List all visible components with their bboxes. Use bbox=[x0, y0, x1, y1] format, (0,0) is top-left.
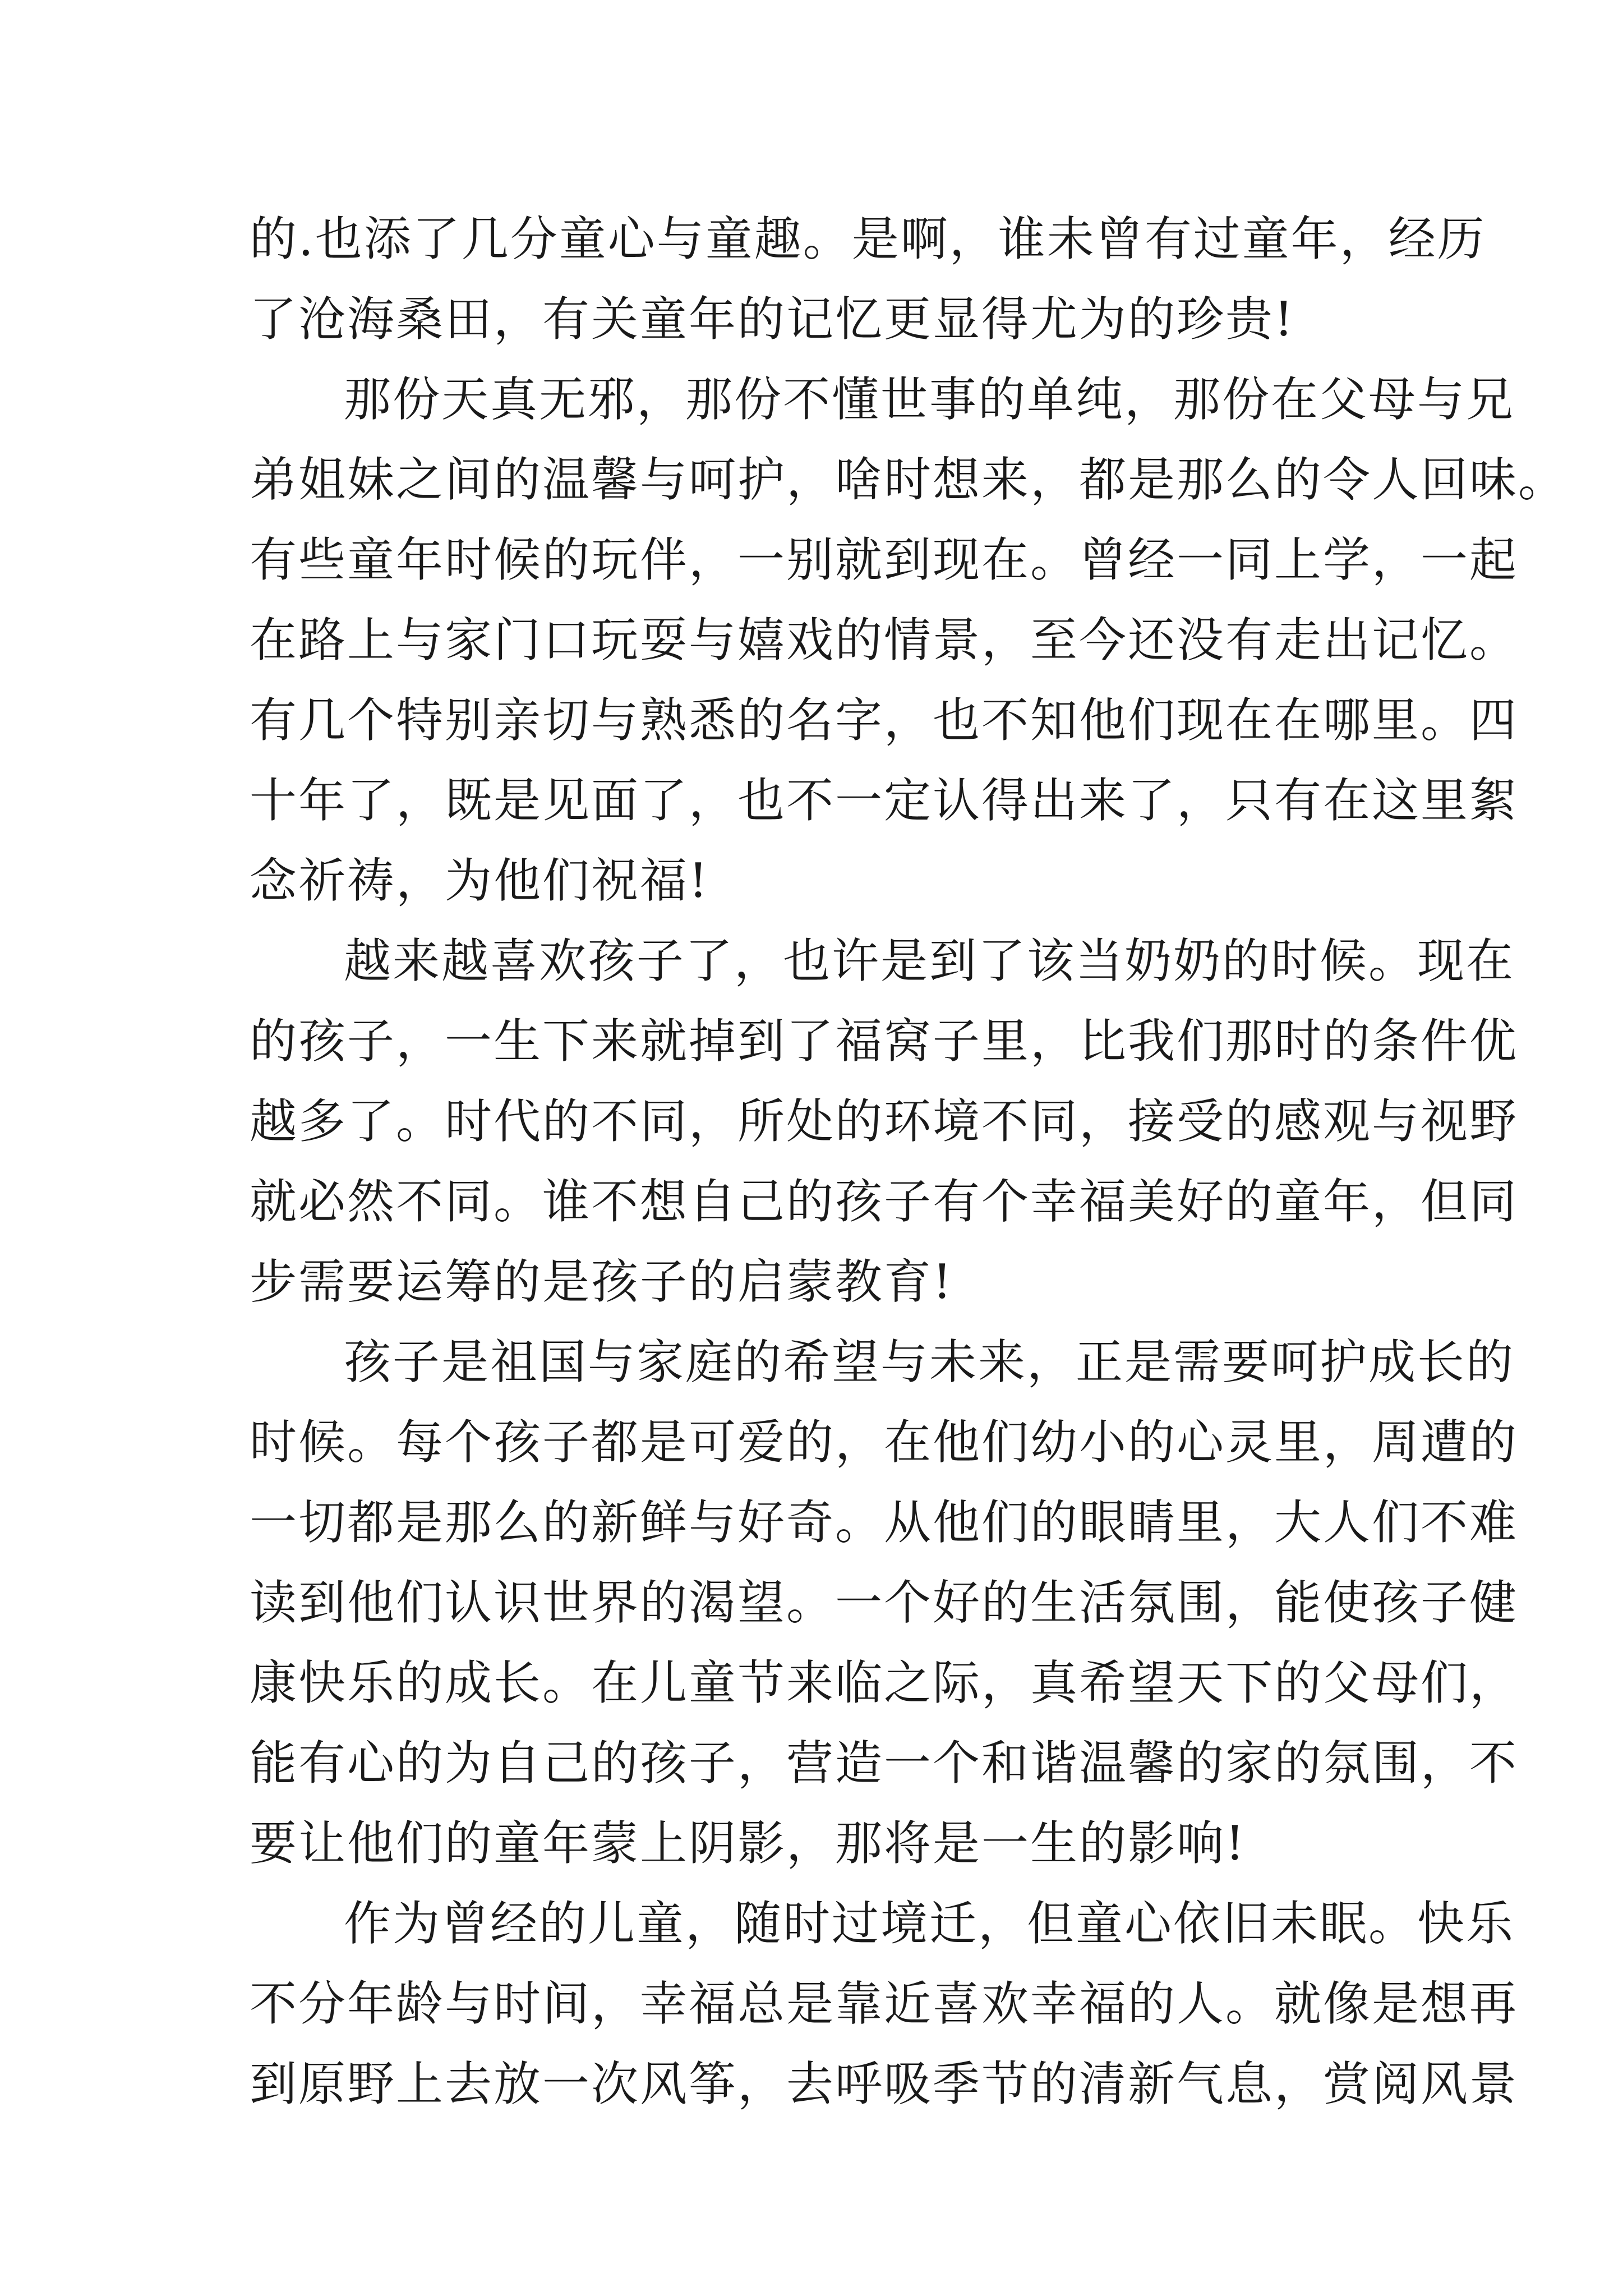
text-line: 了沧海桑田，有关童年的记忆更显得尤为的珍贵! bbox=[250, 292, 1295, 347]
text-line: 有些童年时候的玩伴，一别就到现在。曾经一同上学，一起 bbox=[250, 532, 1519, 587]
paragraph bbox=[250, 199, 1486, 360]
text-line: 读到他们认识世界的渴望。一个好的生活氛围，能使孩子健 bbox=[250, 1575, 1519, 1630]
paragraph bbox=[250, 1884, 1519, 2124]
text-line: 不分年龄与时间，幸福总是靠近喜欢幸福的人。就像是想再 bbox=[250, 1976, 1519, 2031]
text-line: 的孩子，一生下来就掉到了福窝子里，比我们那时的条件优 bbox=[250, 1014, 1519, 1069]
text-line: 孩子是祖国与家庭的希望与未来，正是需要呵护成长的 bbox=[344, 1335, 1515, 1389]
text-line: 念祈祷，为他们祝福! bbox=[250, 853, 709, 908]
text-line: 有几个特别亲切与熟悉的名字，也不知他们现在在哪里。四 bbox=[250, 693, 1519, 748]
text-line: 的.也添了几分童心与童趣。是啊，谁未曾有过童年，经历 bbox=[250, 211, 1486, 266]
paragraph bbox=[250, 360, 1567, 921]
text-line: 能有心的为自己的孩子，营造一个和谐温馨的家的氛围，不 bbox=[250, 1736, 1519, 1791]
paragraph bbox=[250, 921, 1519, 1322]
text-line: 就必然不同。谁不想自己的孩子有个幸福美好的童年，但同 bbox=[250, 1174, 1519, 1229]
paragraph bbox=[250, 1322, 1519, 1884]
document-body bbox=[250, 199, 1567, 2124]
text-line: 时候。每个孩子都是可爱的，在他们幼小的心灵里，周遭的 bbox=[250, 1415, 1519, 1470]
text-line: 在路上与家门口玩耍与嬉戏的情景，至今还没有走出记忆。 bbox=[250, 613, 1519, 668]
text-line: 步需要运筹的是孩子的启蒙教育! bbox=[250, 1254, 953, 1309]
text-line: 到原野上去放一次风筝，去呼吸季节的清新气息，赏阅风景 bbox=[250, 2056, 1519, 2111]
text-line: 越多了。时代的不同，所处的环境不同，接受的感观与视野 bbox=[250, 1094, 1519, 1149]
text-line: 康快乐的成长。在儿童节来临之际，真希望天下的父母们， bbox=[250, 1655, 1519, 1710]
text-line: 那份天真无邪，那份不懂世事的单纯，那份在父母与兄 bbox=[344, 372, 1515, 427]
text-line: 越来越喜欢孩子了，也许是到了该当奶奶的时候。现在 bbox=[344, 933, 1515, 988]
text-line: 作为曾经的儿童，随时过境迁，但童心依旧未眠。快乐 bbox=[344, 1896, 1515, 1951]
text-line: 弟姐妹之间的温馨与呵护，啥时想来，都是那么的令人回味。 bbox=[250, 452, 1567, 507]
text-line: 要让他们的童年蒙上阴影，那将是一生的影响! bbox=[250, 1816, 1246, 1871]
text-line: 十年了，既是见面了，也不一定认得出来了，只有在这里絮 bbox=[250, 773, 1519, 828]
text-line: 一切都是那么的新鲜与好奇。从他们的眼睛里，大人们不难 bbox=[250, 1495, 1519, 1550]
